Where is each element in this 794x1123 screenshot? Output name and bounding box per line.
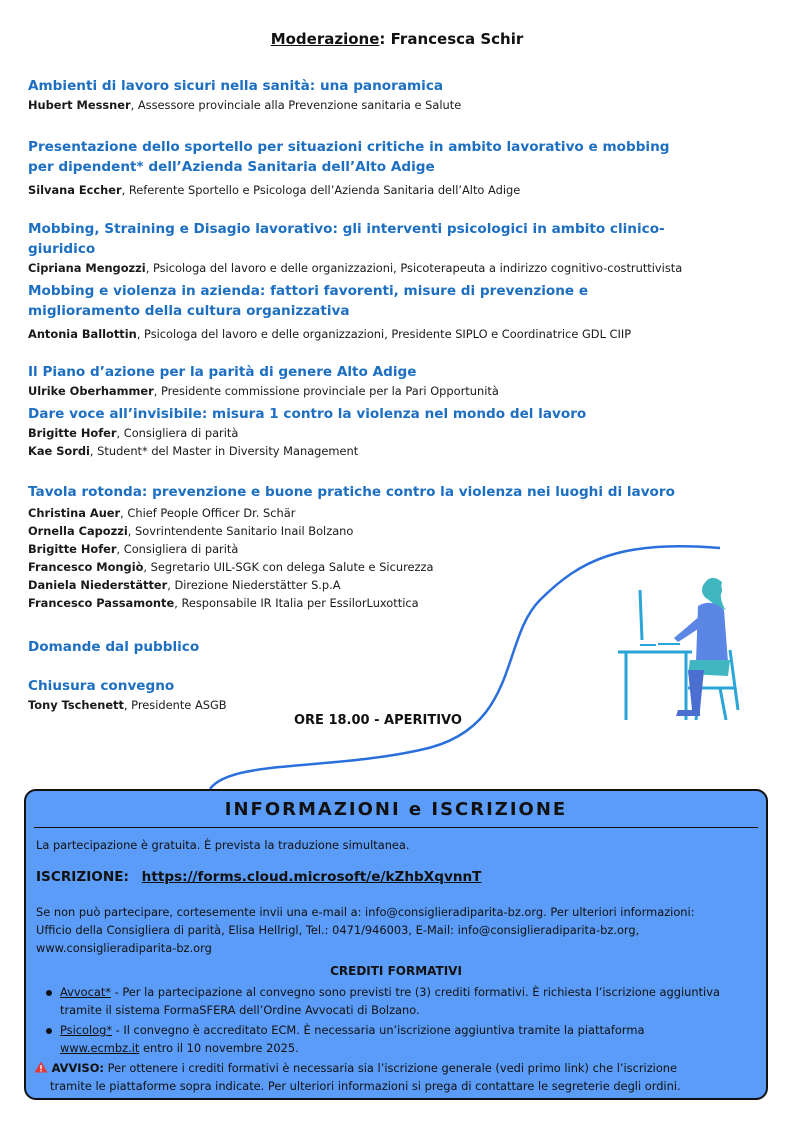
program-item-9 [28,676,728,714]
moderator-name: Francesca Schir [390,30,524,48]
program-item-7 [28,482,728,612]
speaker-line: Christina Auer, Chief People Officer Dr. Schär [28,506,296,520]
registration-line [36,869,481,885]
speaker-line: Francesco Passamonte, Responsabile IR Italia per EssilorLuxottica [28,596,419,610]
bullet-icon [46,1028,52,1034]
speaker-line: Francesco Mongiò, Segretario UIL-SGK con delega Salute e Sicurezza [28,560,434,574]
speaker-line: Kae Sordi, Student* del Master in Diversity Management [28,444,359,458]
program-item-2 [28,137,728,199]
moderation-line: Moderazione: Francesca Schir [270,30,524,48]
program-item-5 [28,362,728,400]
talk-title: Mobbing, Straining e Disagio lavorativo: gli interventi psicologici in ambito clinico-giuridico [28,221,665,257]
talk-title-line1: Mobbing e violenza in azienda: fattori favorenti, misure di prevenzione e [28,283,589,299]
program-item-4 [28,281,728,343]
info-title: INFORMAZIONI e ISCRIZIONE [224,799,568,820]
talk-title-line1: Presentazione dello sportello per situazioni critiche in ambito lavorativo e mobbing [28,139,670,155]
talk-title: Ambienti di lavoro sicuri nella sanità: una panoramica [28,78,444,94]
program-item-6 [28,404,728,460]
speaker-line: Hubert Messner, Assessore provinciale alla Prevenzione sanitaria e Salute [28,98,462,112]
program-item-3 [28,219,728,277]
speaker-line: Daniela Niederstätter, Direzione Niederstätter S.p.A [28,578,341,592]
speaker-line: Cipriana Mengozzi, Psicologa del lavoro e delle organizzazioni, Psicoterapeuta a indirizzo cognitivo-costruttivista [28,261,683,275]
talk-title-line2: miglioramento della cultura organizzativa [28,303,350,319]
info-divider [34,827,758,828]
speaker-line: Brigitte Hofer, Consigliera di parità [28,426,239,440]
bullet-icon [46,990,52,996]
talk-title: Il Piano d’azione per la parità di genere Alto Adige [28,364,417,380]
moderation-label: Moderazione [270,30,380,48]
warning-note: AVVISO: Per ottenere i crediti formativi è necessaria sia l’iscrizione generale (vedi primo link) che l’iscrizione tramite le piattaforme sopra indicate. Per ulteriori informazioni si prega di contattare le segreterie degli ordini. [34,1059,760,1095]
speaker-line: Antonia Ballottin, Psicologa del lavoro e delle organizzazioni, Presidente SIPLO e Coordinatrice GDL CIIP [28,327,632,341]
ecm-link[interactable]: www.ecmbz.it [60,1041,140,1055]
program-item-8 [28,637,728,657]
credits-title: CREDITI FORMATIVI [330,964,462,978]
credits-psychologists: Psicolog* - Il convegno è accreditato ECM. È necessaria un’iscrizione aggiuntiva tramite la piattaforma www.ecmbz.it entro il 10 novembre 2025. [60,1021,760,1057]
speaker-line: Ornella Capozzi, Sovrintendente Sanitario Inail Bolzano [28,524,354,538]
registration-label: ISCRIZIONE: [36,869,129,885]
info-box [24,789,768,1100]
speaker-line: Tony Tschenett, Presidente ASGB [28,698,227,712]
participation-note: La partecipazione è gratuita. È prevista la traduzione simultanea. [36,838,410,852]
talk-title: Domande dal pubblico [28,639,200,655]
talk-title: Chiusura convegno [28,678,175,694]
contact-info: Se non può partecipare, cortesemente invii una e-mail a: info@consiglieradiparita-bz.org. Per ulteriori informazioni: Ufficio della Consigliera di parità, Elisa Hellrigl, Tel.: 0471/946003, E-Mail: info@consiglieradiparita-bz.org, www.consiglieradiparita-bz.org [36,905,695,955]
talk-title: Tavola rotonda: prevenzione e buone pratiche contro la violenza nei luoghi di lavoro [28,484,675,500]
credits-lawyers: Avvocat* - Per la partecipazione al convegno sono previsti tre (3) crediti formativi. È richiesta l’iscrizione aggiuntiva tramite il sistema FormaSFERA dell’Ordine Avvocati di Bolzano. [60,983,760,1019]
talk-title: Dare voce all’invisibile: misura 1 contro la violenza nel mondo del lavoro [28,406,587,422]
aperitivo-note: ORE 18.00 - APERITIVO [294,713,462,728]
registration-link[interactable]: https://forms.cloud.microsoft/e/kZhbXqvnnT [141,869,482,885]
talk-title-line2: per dipendent* dell’Azienda Sanitaria dell’Alto Adige [28,159,435,175]
speaker-line: Ulrike Oberhammer, Presidente commissione provinciale per la Pari Opportunità [28,384,499,398]
warning-icon [34,1061,48,1073]
speaker-line: Brigitte Hofer, Consigliera di parità [28,542,239,556]
speaker-line: Silvana Eccher, Referente Sportello e Psicologa dell’Azienda Sanitaria dell’Alto Adige [28,183,521,197]
program-item-1 [28,76,728,114]
